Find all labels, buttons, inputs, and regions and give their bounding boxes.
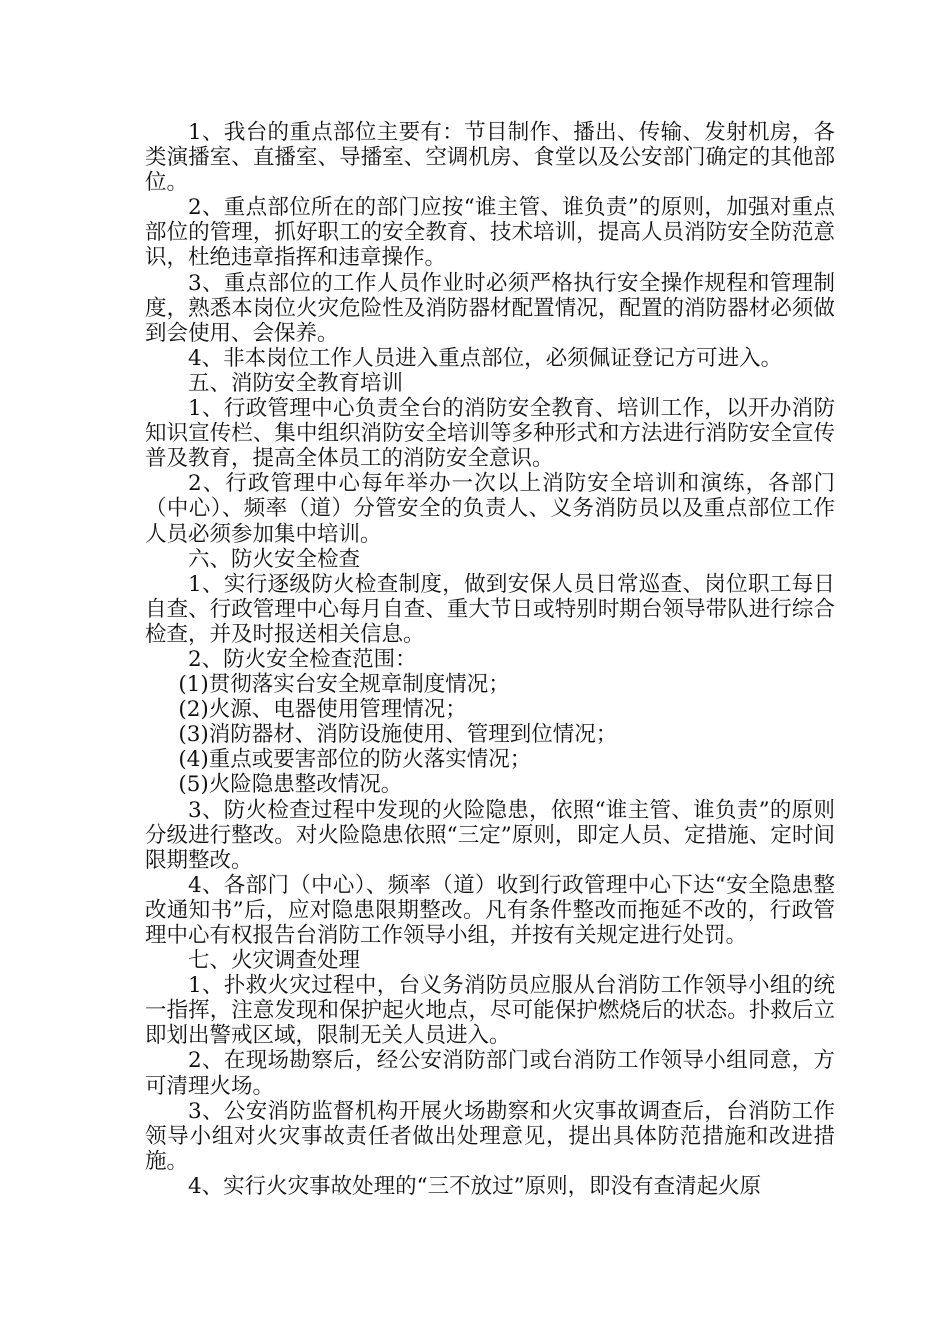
list-item-scope-5: (5)火险隐患整改情况。: [178, 772, 403, 798]
section-heading-inspection: 六、防火安全检查: [188, 546, 361, 572]
paragraph-firefighting-command: 1、扑救火灾过程中，台义务消防员应服从台消防工作领导小组的统一指挥，注意发现和保护起火地点，尽可能保护燃烧后的状态。扑救后立即划出警戒区域，限制无关人员进入。: [145, 973, 835, 1049]
list-item-scope-3: (3)消防器材、消防设施使用、管理到位情况；: [178, 722, 618, 748]
paragraph-operating-rules: 3、重点部位的工作人员作业时必须严格执行安全操作规程和管理制度，熟悉本岗位火灾危险性及消防器材配置情况，配置的消防器材必须做到会使用、会保养。: [145, 270, 835, 346]
paragraph-inspection-scope: 2、防火安全检查范围：: [188, 646, 417, 672]
section-heading-training: 五、消防安全教育培训: [188, 370, 404, 396]
section-heading-investigation: 七、火灾调查处理: [188, 948, 361, 974]
paragraph-access-registration: 4、非本岗位工作人员进入重点部位，必须佩证登记方可进入。: [188, 345, 783, 371]
paragraph-three-no-letgo: 4、实行火灾事故处理的“三不放过”原则，即没有查清起火原: [188, 1173, 762, 1199]
paragraph-key-areas: 1、我台的重点部位主要有：节目制作、播出、传输、发射机房，各类演播室、直播室、导播室、空调机房、食堂以及公安部门确定的其他部位。: [145, 120, 835, 196]
paragraph-training-duty: 1、行政管理中心负责全台的消防安全教育、培训工作，以开办消防知识宣传栏、集中组织消防安全培训等多种形式和方法进行消防安全宣传普及教育，提高全体员工的消防安全意识。: [145, 396, 835, 472]
paragraph-site-clearing: 2、在现场勘察后，经公安消防部门或台消防工作领导小组同意，方可清理火场。: [145, 1048, 835, 1099]
document-body: [145, 120, 835, 1199]
paragraph-annual-drill: 2、行政管理中心每年举办一次以上消防安全培训和演练，各部门（中心）、频率（道）分管安全的负责人、义务消防员以及重点部位工作人员必须参加集中培训。: [145, 471, 835, 547]
list-item-scope-4: (4)重点或要害部位的防火落实情况；: [178, 747, 532, 773]
paragraph-rectification-notice: 4、各部门（中心）、频率（道）收到行政管理中心下达“安全隐患整改通知书”后，应对隐患限期整改。凡有条件整改而拖延不改的，行政管理中心有权报告台消防工作领导小组，并按有关规定进行处罚。: [145, 872, 835, 948]
paragraph-inspection-system: 1、实行逐级防火检查制度，做到安保人员日常巡查、岗位职工每日自查、行政管理中心每月自查、重大节日或特别时期台领导带队进行综合检查，并及时报送相关信息。: [145, 571, 835, 647]
list-item-scope-1: (1)贯彻落实台安全规章制度情况；: [178, 672, 510, 698]
list-item-scope-2: (2)火源、电器使用管理情况；: [178, 697, 467, 723]
paragraph-department-responsibility: 2、重点部位所在的部门应按“谁主管、谁负责”的原则，加强对重点部位的管理，抓好职工的安全教育、技术培训，提高人员消防安全防范意识，杜绝违章指挥和违章操作。: [145, 195, 835, 271]
paragraph-hazard-rectification: 3、防火检查过程中发现的火险隐患，依照“谁主管、谁负责”的原则分级进行整改。对火险隐患依照“三定”原则，即定人员、定措施、定时间限期整改。: [145, 797, 835, 873]
paragraph-accident-investigation: 3、公安消防监督机构开展火场勘察和火灾事故调查后，台消防工作领导小组对火灾事故责任者做出处理意见，提出具体防范措施和改进措施。: [145, 1098, 835, 1174]
